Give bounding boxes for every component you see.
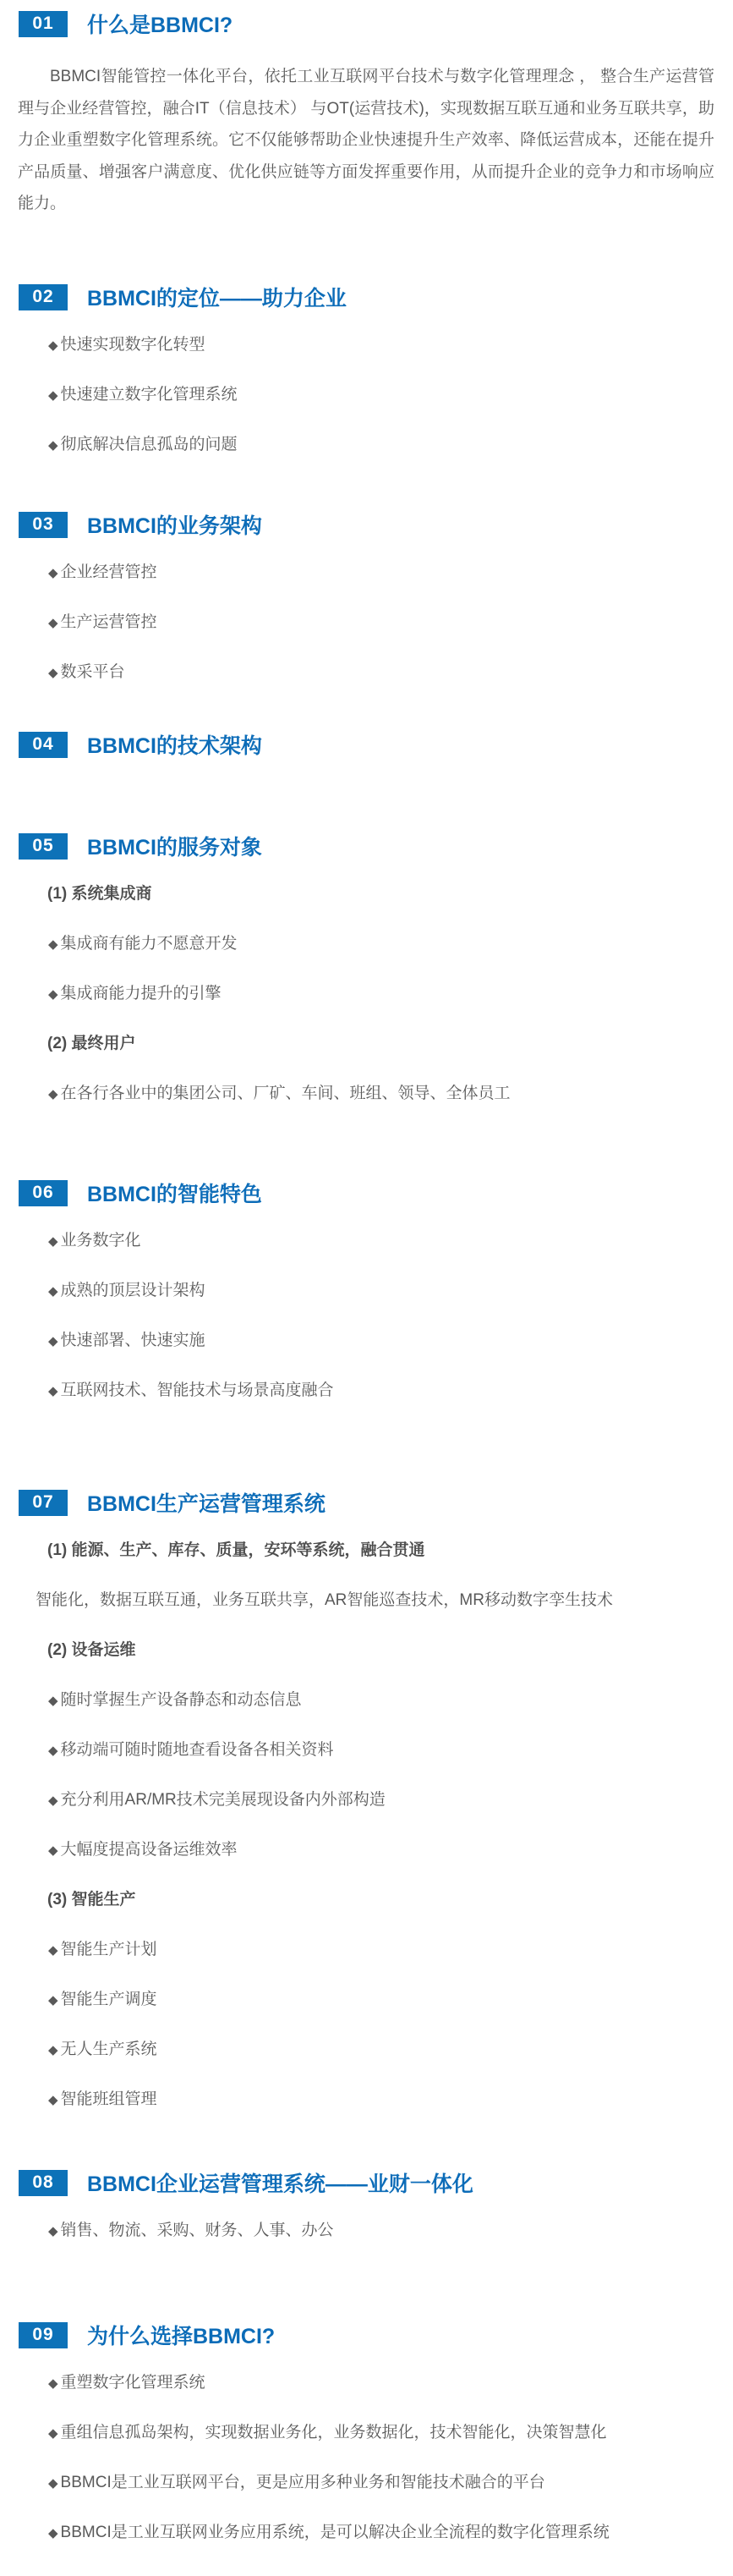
diamond-bullet-icon: ◆ xyxy=(48,566,58,580)
section-09 xyxy=(0,2320,733,2572)
bullet-text: 集成商有能力不愿意开发 xyxy=(60,935,238,953)
section-items xyxy=(0,334,733,456)
diamond-bullet-icon: ◆ xyxy=(48,1087,58,1101)
section-03 xyxy=(0,509,733,711)
diamond-bullet-icon: ◆ xyxy=(48,2376,58,2391)
diamond-bullet-icon: ◆ xyxy=(48,1744,58,1758)
bullet-text: 智能生产计划 xyxy=(60,1941,157,1958)
diamond-bullet-icon: ◆ xyxy=(48,666,58,680)
subsection-heading: (1) 能源、生产、库存、质量，安环等系统，融合贯通 xyxy=(47,1541,425,1559)
bullet-text: 数采平台 xyxy=(60,663,125,681)
section-02-header xyxy=(0,282,733,312)
bullet-text: 智能班组管理 xyxy=(60,2090,157,2108)
diamond-bullet-icon: ◆ xyxy=(48,1843,58,1858)
section-title: BBMCI的定位——助力企业 xyxy=(87,287,347,310)
bullet-item xyxy=(0,983,733,1005)
section-items xyxy=(0,2220,733,2242)
bullet-text: 销售、物流、采购、财务、人事、办公 xyxy=(60,2222,334,2239)
section-number-badge: 05 xyxy=(19,833,68,860)
bullet-text: 大幅度提高设备运维效率 xyxy=(60,1841,238,1859)
bullet-item xyxy=(0,1989,733,2011)
diamond-bullet-icon: ◆ xyxy=(48,1234,58,1249)
diamond-bullet-icon: ◆ xyxy=(48,1943,58,1958)
subsection-heading: (1) 系统集成商 xyxy=(47,885,152,903)
bullet-text: 重塑数字化管理系统 xyxy=(60,2374,205,2392)
section-08 xyxy=(0,2167,733,2270)
section-title: BBMCI企业运营管理系统——业财一体化 xyxy=(87,2172,473,2196)
section-08-header xyxy=(0,2167,733,2198)
bullet-item xyxy=(0,2372,733,2394)
bullet-text: 快速建立数字化管理系统 xyxy=(60,386,238,404)
bullet-item xyxy=(0,1280,733,1302)
inline-paragraph: 智能化，数据互联互通，业务互联共享，AR智能巡查技术，MR移动数字孪生技术 xyxy=(36,1591,613,1609)
bullet-text: 重组信息孤岛架构，实现数据业务化，业务数据化，技术智能化，决策智慧化 xyxy=(60,2424,607,2441)
section-03-header xyxy=(0,509,733,540)
section-05-header xyxy=(0,831,733,861)
bullet-item xyxy=(0,434,733,456)
section-07 xyxy=(0,1487,733,2139)
bullet-item xyxy=(0,662,733,684)
diamond-bullet-icon: ◆ xyxy=(48,2476,58,2491)
bullet-text: 移动端可随时随地查看设备各相关资料 xyxy=(60,1741,334,1759)
diamond-bullet-icon: ◆ xyxy=(48,2224,58,2238)
bullet-text: 无人生产系统 xyxy=(60,2040,157,2058)
section-number-badge: 01 xyxy=(19,11,68,37)
section-02 xyxy=(0,282,733,484)
section-number-badge: 03 xyxy=(19,512,68,538)
diamond-bullet-icon: ◆ xyxy=(48,616,58,630)
section-04-header xyxy=(0,729,733,760)
diamond-bullet-icon: ◆ xyxy=(48,1284,58,1299)
subsection-heading: (3) 智能生产 xyxy=(47,1891,136,1909)
bullet-item xyxy=(0,1230,733,1252)
diamond-bullet-icon: ◆ xyxy=(48,388,58,403)
diamond-bullet-icon: ◆ xyxy=(48,2043,58,2057)
section-09-header xyxy=(0,2320,733,2350)
section-title: 什么是BBMCI? xyxy=(87,14,233,37)
bullet-text: 业务数字化 xyxy=(60,1232,141,1250)
bullet-item xyxy=(0,1739,733,1761)
section-01-header xyxy=(0,8,733,39)
bullet-text: 快速实现数字化转型 xyxy=(60,336,205,354)
section-number-badge: 07 xyxy=(19,1490,68,1516)
bullet-text: 快速部署、快速实施 xyxy=(60,1332,205,1349)
section-items xyxy=(0,1540,733,2111)
bullet-text: 互联网技术、智能技术与场景高度融合 xyxy=(60,1381,334,1399)
section-title: BBMCI的技术架构 xyxy=(87,734,262,758)
section-05 xyxy=(0,831,733,1133)
subsection-heading: (2) 设备运维 xyxy=(47,1641,136,1659)
section-06 xyxy=(0,1178,733,1430)
diamond-bullet-icon: ◆ xyxy=(48,338,58,353)
section-06-header xyxy=(0,1178,733,1208)
section-items xyxy=(0,2372,733,2544)
bullet-text: 随时掌握生产设备静态和动态信息 xyxy=(60,1691,302,1709)
section-items xyxy=(0,562,733,684)
diamond-bullet-icon: ◆ xyxy=(48,438,58,453)
section-title: BBMCI的智能特色 xyxy=(87,1183,262,1206)
bullet-item xyxy=(0,1083,733,1105)
diamond-bullet-icon: ◆ xyxy=(48,2093,58,2107)
bullet-item xyxy=(0,2522,733,2544)
bullet-text: 成熟的顶层设计架构 xyxy=(60,1282,205,1299)
section-number-badge: 09 xyxy=(19,2322,68,2348)
bullet-text: BBMCI是工业互联网平台，更是应用多种业务和智能技术融合的平台 xyxy=(60,2474,545,2491)
diamond-bullet-icon: ◆ xyxy=(48,1334,58,1348)
bullet-text: 集成商能力提升的引擎 xyxy=(60,985,222,1002)
section-01 xyxy=(0,8,733,220)
bullet-item xyxy=(0,562,733,584)
diamond-bullet-icon: ◆ xyxy=(48,2526,58,2540)
bullet-text: 充分利用AR/MR技术完美展现设备内外部构造 xyxy=(60,1791,386,1809)
bullet-item xyxy=(0,1789,733,1811)
diamond-bullet-icon: ◆ xyxy=(48,937,58,952)
bullet-text: 智能生产调度 xyxy=(60,1991,157,2008)
section-items xyxy=(0,883,733,1105)
section-04 xyxy=(0,729,733,760)
bullet-item xyxy=(0,334,733,356)
diamond-bullet-icon: ◆ xyxy=(48,1793,58,1808)
bullet-item xyxy=(0,1330,733,1352)
bullet-item xyxy=(0,1689,733,1711)
section-title: BBMCI生产运营管理系统 xyxy=(87,1492,325,1516)
diamond-bullet-icon: ◆ xyxy=(48,987,58,1002)
bullet-item xyxy=(0,1939,733,1961)
bullet-item xyxy=(0,2220,733,2242)
diamond-bullet-icon: ◆ xyxy=(48,1694,58,1708)
bullet-text: BBMCI是工业互联网业务应用系统，是可以解决企业全流程的数字化管理系统 xyxy=(60,2524,610,2541)
diamond-bullet-icon: ◆ xyxy=(48,2426,58,2441)
diamond-bullet-icon: ◆ xyxy=(48,1384,58,1398)
diamond-bullet-icon: ◆ xyxy=(48,1993,58,2008)
section-number-badge: 08 xyxy=(19,2170,68,2196)
bullet-item xyxy=(0,612,733,634)
bullet-item xyxy=(0,2089,733,2111)
bullet-item xyxy=(0,933,733,955)
bullet-text: 生产运营管控 xyxy=(60,613,157,631)
section-paragraph: BBMCI智能管控一体化平台，依托工业互联网平台技术与数字化管理理念 ， 整合生产运营管理与企业经营管控，融合IT（信息技术） 与OT(运营技术)，实现数据互联互通和业务互联共享，助力企业重塑数字化管理系统。它不仅能够帮助企业快速提升生产效率、降低运营成本，还能在提升产品质量、增强客户满意度、优化供应链等方面发挥重要作用，从而提升企业的竞争力和市场响应能力。 xyxy=(18,68,714,212)
subsection-heading: (2) 最终用户 xyxy=(47,1035,136,1052)
section-number-badge: 04 xyxy=(19,732,68,758)
bullet-item xyxy=(0,2039,733,2061)
section-07-header xyxy=(0,1487,733,1518)
bullet-text: 在各行各业中的集团公司、厂矿、车间、班组、领导、全体员工 xyxy=(60,1085,511,1102)
section-title: BBMCI的业务架构 xyxy=(87,514,262,538)
bullet-text: 彻底解决信息孤岛的问题 xyxy=(60,436,238,453)
section-title: 为什么选择BBMCI? xyxy=(87,2325,276,2348)
bullet-text: 企业经营管控 xyxy=(60,563,157,581)
bullet-item xyxy=(0,1380,733,1402)
section-title: BBMCI的服务对象 xyxy=(87,836,262,860)
bullet-item xyxy=(0,384,733,406)
section-number-badge: 02 xyxy=(19,284,68,310)
bullet-item xyxy=(0,2422,733,2444)
bullet-item xyxy=(0,2472,733,2494)
section-number-badge: 06 xyxy=(19,1180,68,1206)
bullet-item xyxy=(0,1839,733,1861)
section-items xyxy=(0,1230,733,1402)
